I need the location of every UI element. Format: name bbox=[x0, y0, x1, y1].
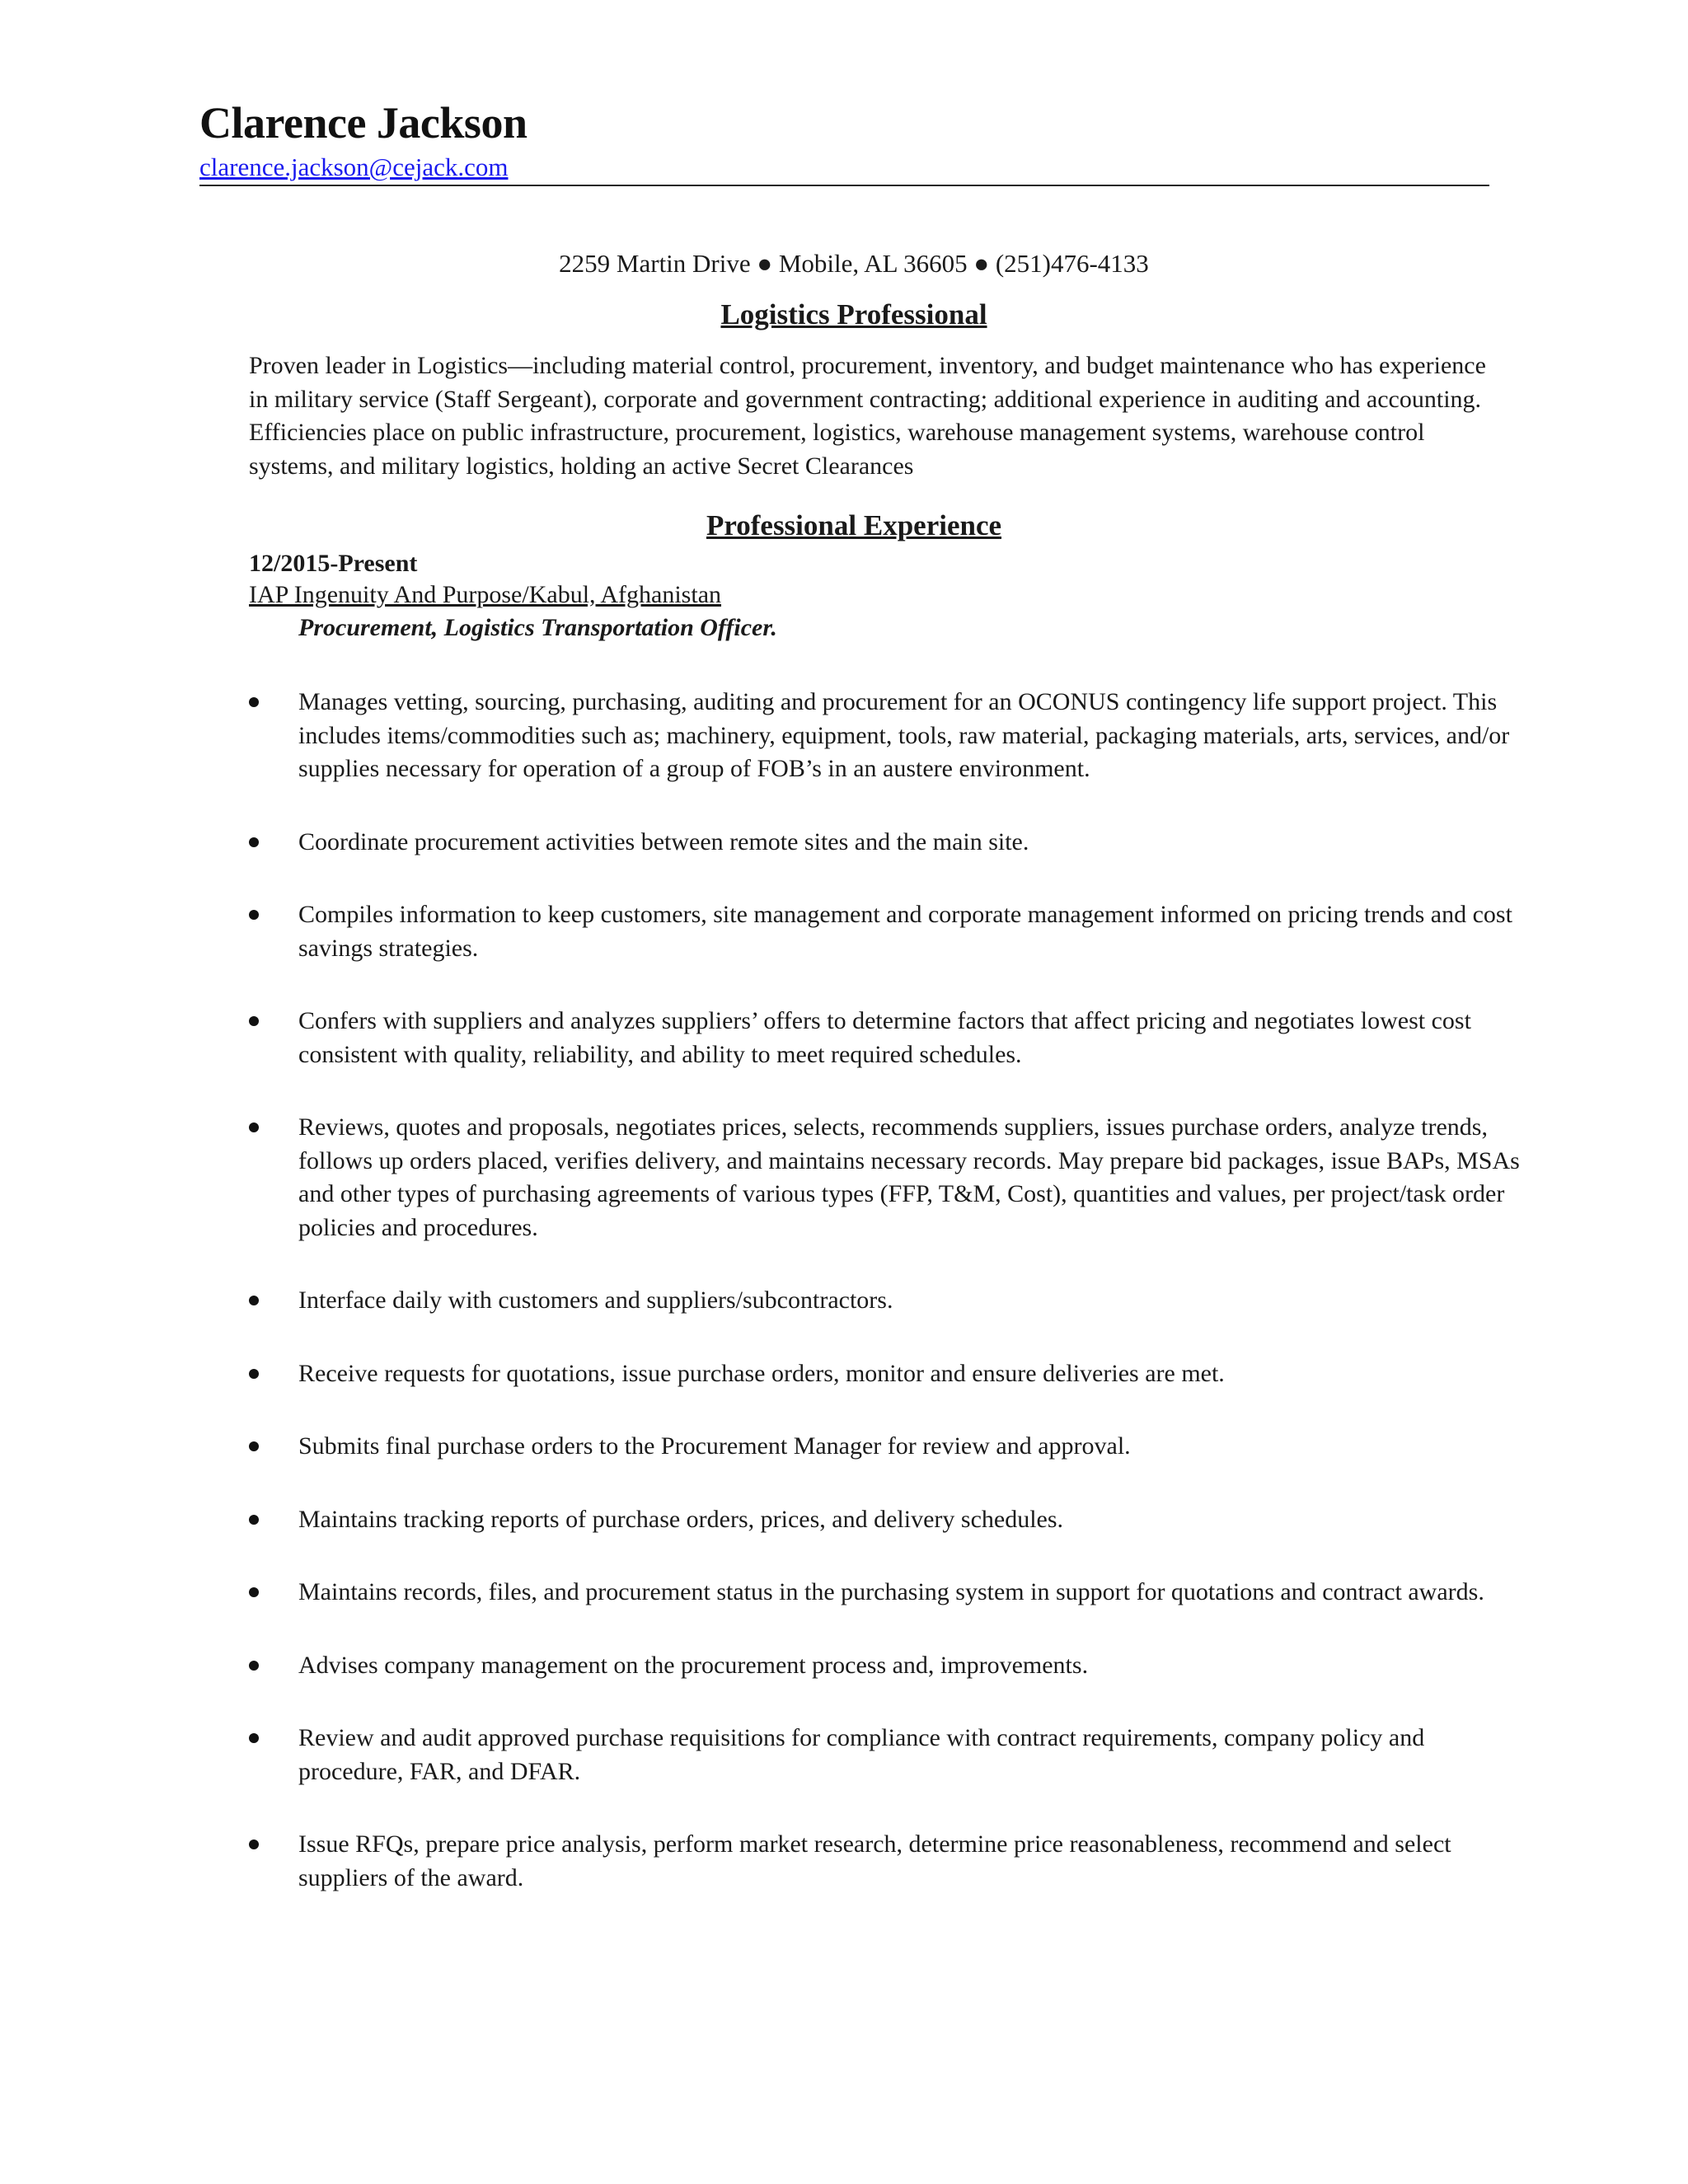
job-role: Procurement, Logistics Transportation Officer. bbox=[298, 614, 777, 641]
duty-text: Submits final purchase orders to the Procurement Manager for review and approval. bbox=[298, 1432, 1131, 1460]
bullet-icon bbox=[249, 837, 259, 847]
bullet-icon bbox=[249, 697, 259, 707]
summary-text: Proven leader in Logistics—including material control, procurement, inventory, and budget maintenance who has experience in military service (Staff Sergeant), corporate and government contracting; additional experience in auditing and accounting. Efficiencies place on public infrastructure, procurement, logistics, warehouse management systems, warehouse control systems, and military logistics, holding an active Secret Clearances bbox=[249, 352, 1486, 480]
bullet-icon bbox=[249, 1840, 259, 1849]
contact-address: 2259 Martin Drive ● Mobile, AL 36605 ● (251)476-4133 bbox=[559, 249, 1149, 278]
duty-text: Compiles information to keep customers, site management and corporate management informed on pricing trends and cost savings strategies. bbox=[298, 901, 1512, 962]
bullet-icon bbox=[249, 1369, 259, 1379]
job-company: IAP Ingenuity And Purpose/Kabul, Afghanistan bbox=[249, 581, 722, 608]
email-link[interactable]: clarence.jackson@cejack.com bbox=[199, 152, 509, 181]
duty-text: Advises company management on the procurement process and, improvements. bbox=[298, 1651, 1089, 1679]
job-dates: 12/2015-Present bbox=[249, 550, 418, 577]
bullet-icon bbox=[249, 1122, 259, 1132]
duty-item bbox=[249, 1722, 1535, 1788]
duty-text: Manages vetting, sourcing, purchasing, auditing and procurement for an OCONUS contingency life support project. This includes items/commodities such as; machinery, equipment, tools, raw material, packaging materials, arts, services, and/or supplies necessary for operation of a group of FOB’s in an austere environment. bbox=[298, 688, 1510, 782]
duty-item bbox=[249, 1649, 1535, 1683]
duty-text: Issue RFQs, prepare price analysis, perform market research, determine price reasonableness, recommend and select suppliers of the award. bbox=[298, 1830, 1451, 1891]
duty-item bbox=[249, 686, 1535, 786]
duty-item bbox=[249, 1430, 1535, 1464]
duty-item bbox=[249, 1111, 1535, 1244]
duty-text: Review and audit approved purchase requisitions for compliance with contract requirements, company policy and procedure, FAR, and DFAR. bbox=[298, 1724, 1425, 1785]
duty-text: Coordinate procurement activities between remote sites and the main site. bbox=[298, 827, 1029, 855]
applicant-name: Clarence Jackson bbox=[199, 98, 528, 148]
duty-text: Receive requests for quotations, issue purchase orders, monitor and ensure deliveries are met. bbox=[298, 1359, 1225, 1387]
duty-text: Maintains tracking reports of purchase orders, prices, and delivery schedules. bbox=[298, 1505, 1064, 1533]
bullet-icon bbox=[249, 1733, 259, 1743]
duty-item bbox=[249, 1284, 1535, 1318]
bullet-icon bbox=[249, 1587, 259, 1597]
duty-item bbox=[249, 826, 1535, 860]
duty-item bbox=[249, 1357, 1535, 1391]
bullet-icon bbox=[249, 1016, 259, 1026]
duty-item bbox=[249, 1005, 1535, 1071]
duty-text: Interface daily with customers and suppliers/subcontractors. bbox=[298, 1286, 893, 1314]
duty-item bbox=[249, 1828, 1535, 1895]
bullet-icon bbox=[249, 1661, 259, 1671]
duty-item bbox=[249, 898, 1535, 965]
bullet-icon bbox=[249, 1515, 259, 1525]
bullet-icon bbox=[249, 1441, 259, 1451]
job-duties-list bbox=[249, 686, 1535, 1934]
duty-item bbox=[249, 1503, 1535, 1537]
bullet-icon bbox=[249, 1296, 259, 1305]
experience-title: Professional Experience bbox=[706, 509, 1002, 541]
duty-text: Confers with suppliers and analyzes suppliers’ offers to determine factors that affect pricing and negotiates lowest cost consistent with quality, reliability, and ability to meet required schedules. bbox=[298, 1007, 1471, 1068]
header-divider bbox=[199, 185, 1489, 186]
duty-item bbox=[249, 1576, 1535, 1610]
bullet-icon bbox=[249, 910, 259, 920]
duty-text: Maintains records, files, and procurement status in the purchasing system in support for quotations and contract awards. bbox=[298, 1578, 1484, 1605]
summary-title: Logistics Professional bbox=[720, 298, 987, 330]
duty-text: Reviews, quotes and proposals, negotiates prices, selects, recommends suppliers, issues purchase orders, analyze trends, follows up orders placed, verifies delivery, and maintains necessary records. May prepare bid packages, issue BAPs, MSAs and other types of purchasing agreements of various types (FFP, T&M, Cost), quantities and values, per project/task order policies and procedures. bbox=[298, 1113, 1520, 1241]
